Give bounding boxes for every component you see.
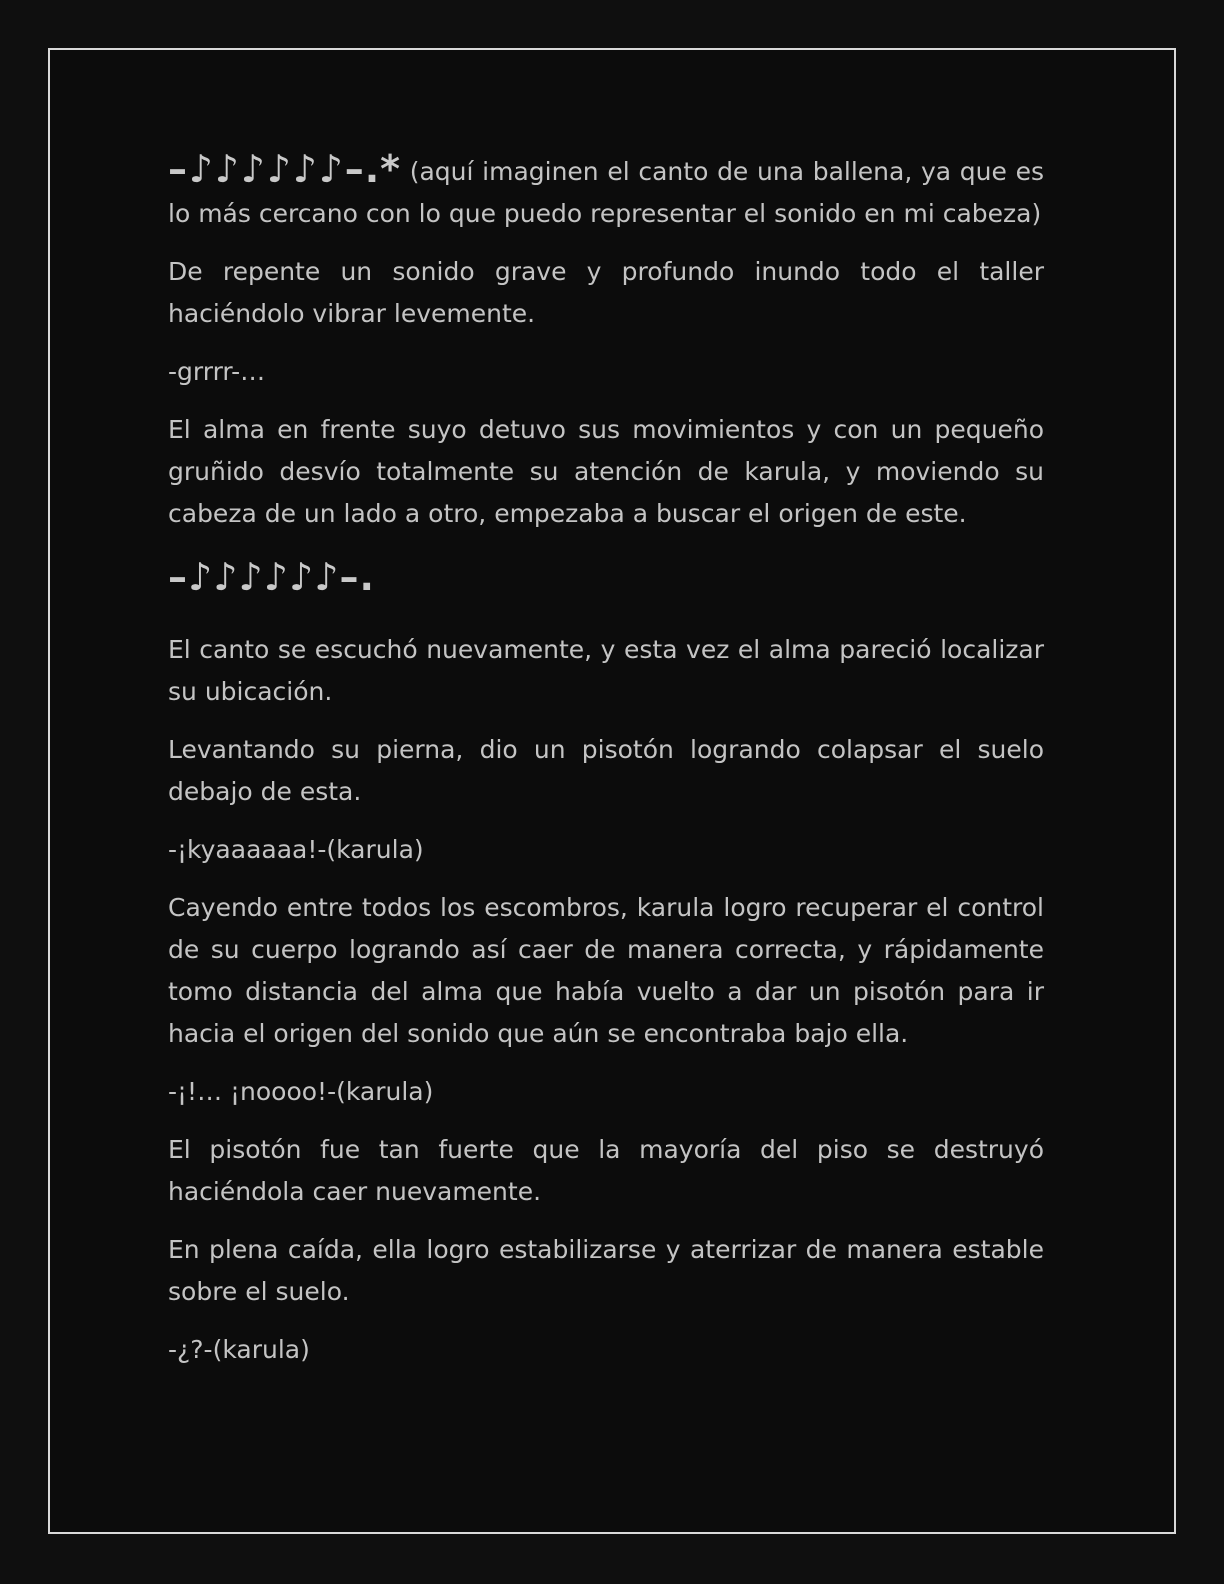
paragraph-11: El pisotón fue tan fuerte que la mayoría del piso se destruyó haciéndola caer nuevamente. — [168, 1135, 1044, 1206]
whale-song-notes-2: –♪♪♪♪♪♪–. — [168, 555, 375, 599]
paragraph-1-text: (aquí imaginen el canto de una ballena, ya que es lo más cercano con lo que puedo representar el sonido en mi cabeza) — [168, 157, 1044, 228]
paragraph-4: El alma en frente suyo detuvo sus movimientos y con un pequeño gruñido desvío totalmente su atención de karula, y moviendo su cabeza de un lado a otro, empezaba a buscar el origen de este. — [168, 415, 1044, 528]
paragraph-8: -¡kyaaaaaa!-(karula) — [168, 835, 424, 864]
whale-song-notes: –♪♪♪♪♪♪–.* — [168, 147, 402, 191]
story-text — [168, 148, 1044, 1387]
paragraph-5 — [168, 553, 1044, 601]
paragraph-9: Cayendo entre todos los escombros, karula logro recuperar el control de su cuerpo logrando así caer de manera correcta, y rápidamente tomo distancia del alma que había vuelto a dar un pisotón para ir hacia el origen del sonido que aún se encontraba bajo ella. — [168, 893, 1044, 1048]
paragraph-3: -grrrr-… — [168, 357, 266, 386]
paragraph-2: De repente un sonido grave y profundo inundo todo el taller haciéndolo vibrar levemente. — [168, 257, 1044, 328]
paragraph-13: -¿?-(karula) — [168, 1335, 310, 1364]
paragraph-1 — [168, 148, 1044, 235]
paragraph-6: El canto se escuchó nuevamente, y esta vez el alma pareció localizar su ubicación. — [168, 635, 1044, 706]
paragraph-10: -¡!… ¡noooo!-(karula) — [168, 1077, 434, 1106]
paragraph-12: En plena caída, ella logro estabilizarse y aterrizar de manera estable sobre el suelo. — [168, 1235, 1044, 1306]
paragraph-7: Levantando su pierna, dio un pisotón logrando colapsar el suelo debajo de esta. — [168, 735, 1044, 806]
